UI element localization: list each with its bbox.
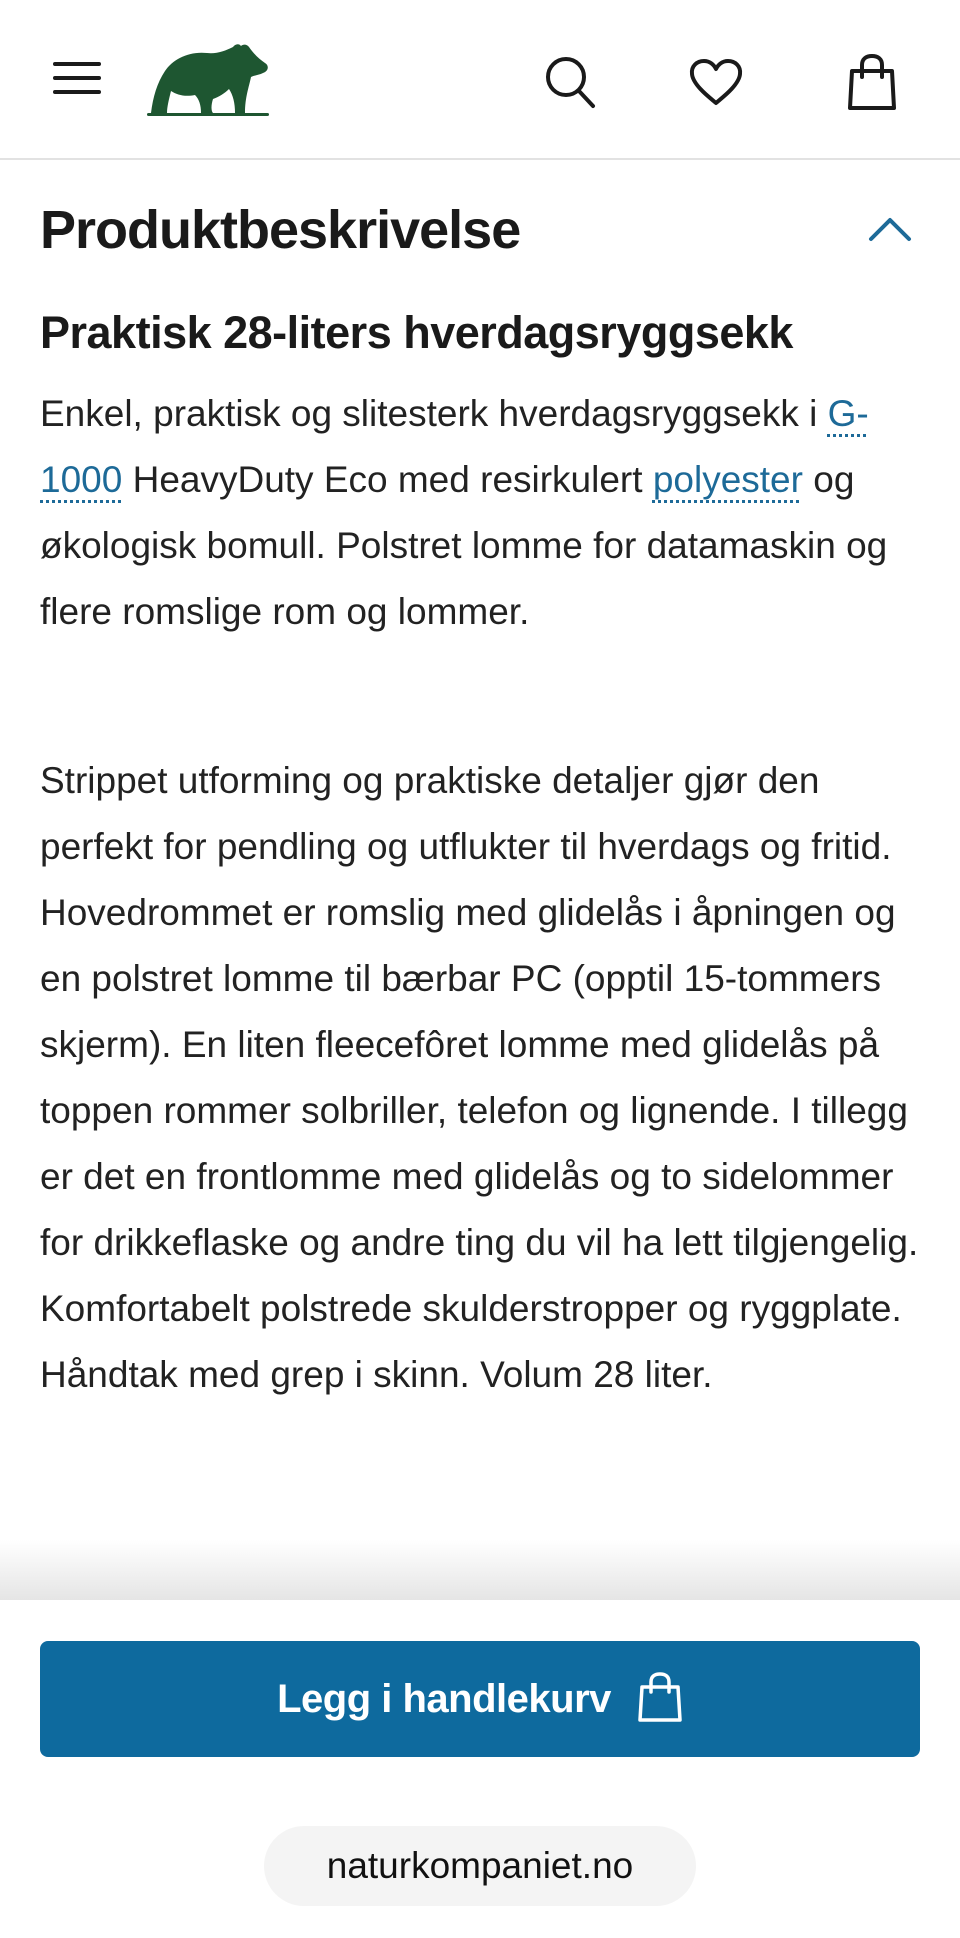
- description-paragraph-2: Strippet utforming og praktiske detaljer gjør den perfekt for pendling og utflukter til hverdags og fritid. Hovedrommet er romslig med glidelås i åpningen og en polstret lomme til bærbar PC (opptil 15-tommers skjerm). En liten fleecefôret lomme med glidelås på toppen rommer solbriller, telefon og lignende. I tillegg er det en frontlomme med glidelås og to sidelommer for drikkeflaske og andre ting du vil ha lett tilgjengelig. Komfortabelt polstrede skulderstropper og ryggplate. Håndtak med grep i skinn. Volum 28 liter.: [40, 760, 919, 1395]
- para1-text-a: Enkel, praktisk og slitesterk hverdagsryggsekk i: [40, 393, 828, 434]
- bear-logo-icon[interactable]: [144, 40, 274, 120]
- product-description-accordion[interactable]: [40, 196, 920, 264]
- product-subtitle: Praktisk 28-liters hverdagsryggsekk: [40, 307, 793, 358]
- para1-text-b: HeavyDuty Eco med resirkulert: [122, 459, 653, 500]
- browser-url-bar[interactable]: naturkompaniet.no: [264, 1826, 696, 1906]
- polyester-link[interactable]: polyester: [652, 459, 803, 500]
- chevron-up-icon[interactable]: [860, 204, 920, 254]
- bottom-shadow: [0, 1540, 960, 1602]
- add-to-cart-label: Legg i handlekurv: [277, 1676, 611, 1721]
- shopping-bag-icon[interactable]: [832, 40, 912, 124]
- description-paragraph-1: [40, 381, 935, 645]
- para1-text-c: og økologisk bomull. Polstret lomme for datamaskin og flere romslige rom og lommer.: [40, 459, 888, 632]
- g1000-link[interactable]: G-1000: [40, 393, 869, 500]
- shopping-bag-icon: [637, 1671, 683, 1728]
- section-title: Produktbeskrivelse: [40, 200, 521, 260]
- add-to-cart-button[interactable]: [40, 1641, 920, 1757]
- search-icon[interactable]: [530, 42, 610, 122]
- site-header: [0, 0, 960, 160]
- heart-icon[interactable]: [676, 42, 756, 122]
- hamburger-menu-icon[interactable]: [40, 40, 116, 116]
